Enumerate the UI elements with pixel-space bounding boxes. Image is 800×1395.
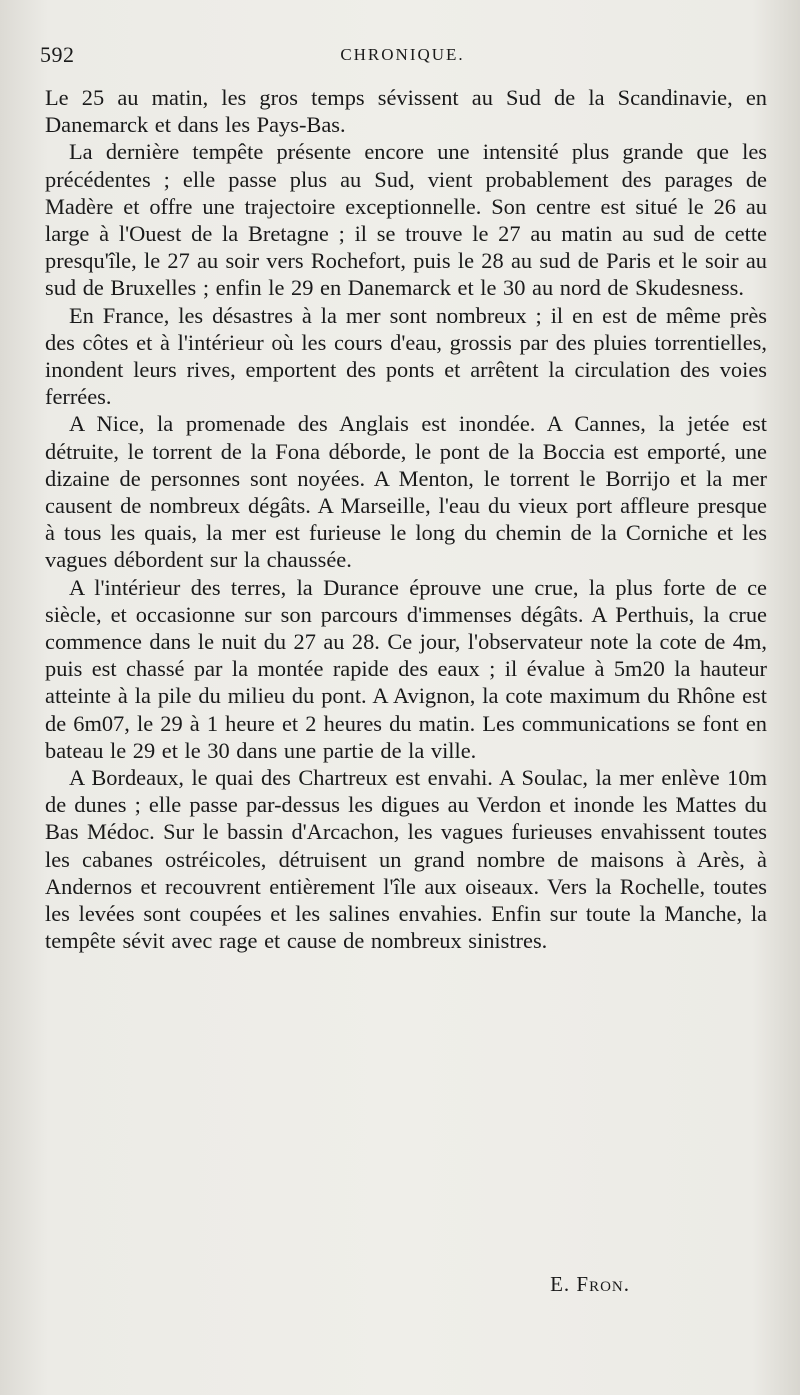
paragraph-5: A l'intérieur des terres, la Durance éprouve une crue, la plus forte de ce siècle, et occasionne sur son parcours d'immenses dégâts. A Perthuis, la crue commence dans le nuit du 27 au 28. Ce jour, l'observateur note la cote de 4m, puis est chassé par la montée rapide des eaux ; il évalue à 5m20 la hauteur atteinte à la pile du milieu du pont. A Avignon, la cote maximum du Rhône est de 6m07, le 29 à 1 heure et 2 heures du matin. Les communications se font en bateau le 29 et le 30 dans une partie de la ville. [45,574,767,763]
paragraph-4: A Nice, la promenade des Anglais est inondée. A Cannes, la jetée est détruite, le torrent de la Fona déborde, le pont de la Boccia est emporté, une dizaine de personnes sont noyées. A Menton, le torrent le Borrijo et la mer causent de nombreux dégâts. A Marseille, l'eau du vieux port affleure presque à tous les quais, la mer est furieuse le long du chemin de la Corniche et les vagues débordent sur la chaussée. [45,411,767,573]
paragraph-3: En France, les désastres à la mer sont nombreux ; il en est de même près des côtes et à l'intérieur où les cours d'eau, grossis par des pluies torrentielles, inondent leurs rives, emportent des ponts et arrêtent la circulation des voies ferrées. [45,302,767,410]
author-signature [550,1272,630,1297]
paragraph-1: Le 25 au matin, les gros temps sévissent au Sud de la Scandinavie, en Danemarck et dans les Pays-Bas. [45,85,767,138]
page-number: 592 [40,42,75,67]
author-initial: E. [550,1272,571,1296]
running-title: CHRONIQUE. [340,45,465,64]
page-header [40,42,765,72]
paragraph-2: La dernière tempête présente encore une intensité plus grande que les précédentes ; elle passe plus au Sud, vient probablement des parages de Madère et offre une trajectoire exceptionnelle. Son centre est situé le 26 au large à l'Ouest de la Bretagne ; il se trouve le 27 au matin au sud de cette presqu'île, le 27 au soir vers Rochefort, puis le 28 au sud de Paris et le soir au sud de Bruxelles ; enfin le 29 en Danemarck et le 30 au nord de Skudesness. [45,139,767,301]
author-name: Fron. [576,1272,630,1296]
paragraph-6: A Bordeaux, le quai des Chartreux est envahi. A Soulac, la mer enlève 10m de dunes ; elle passe par-dessus les digues au Verdon et inonde les Mattes du Bas Médoc. Sur le bassin d'Arcachon, les vagues furieuses envahissent toutes les cabanes ostréicoles, détruisent un grand nombre de maisons à Arès, à Andernos et recouvrent entièrement l'île aux oiseaux. Vers la Rochelle, toutes les levées sont coupées et les salines envahies. Enfin sur toute la Manche, la tempête sévit avec rage et cause de nombreux sinistres. [45,765,767,954]
article-body [45,84,767,955]
